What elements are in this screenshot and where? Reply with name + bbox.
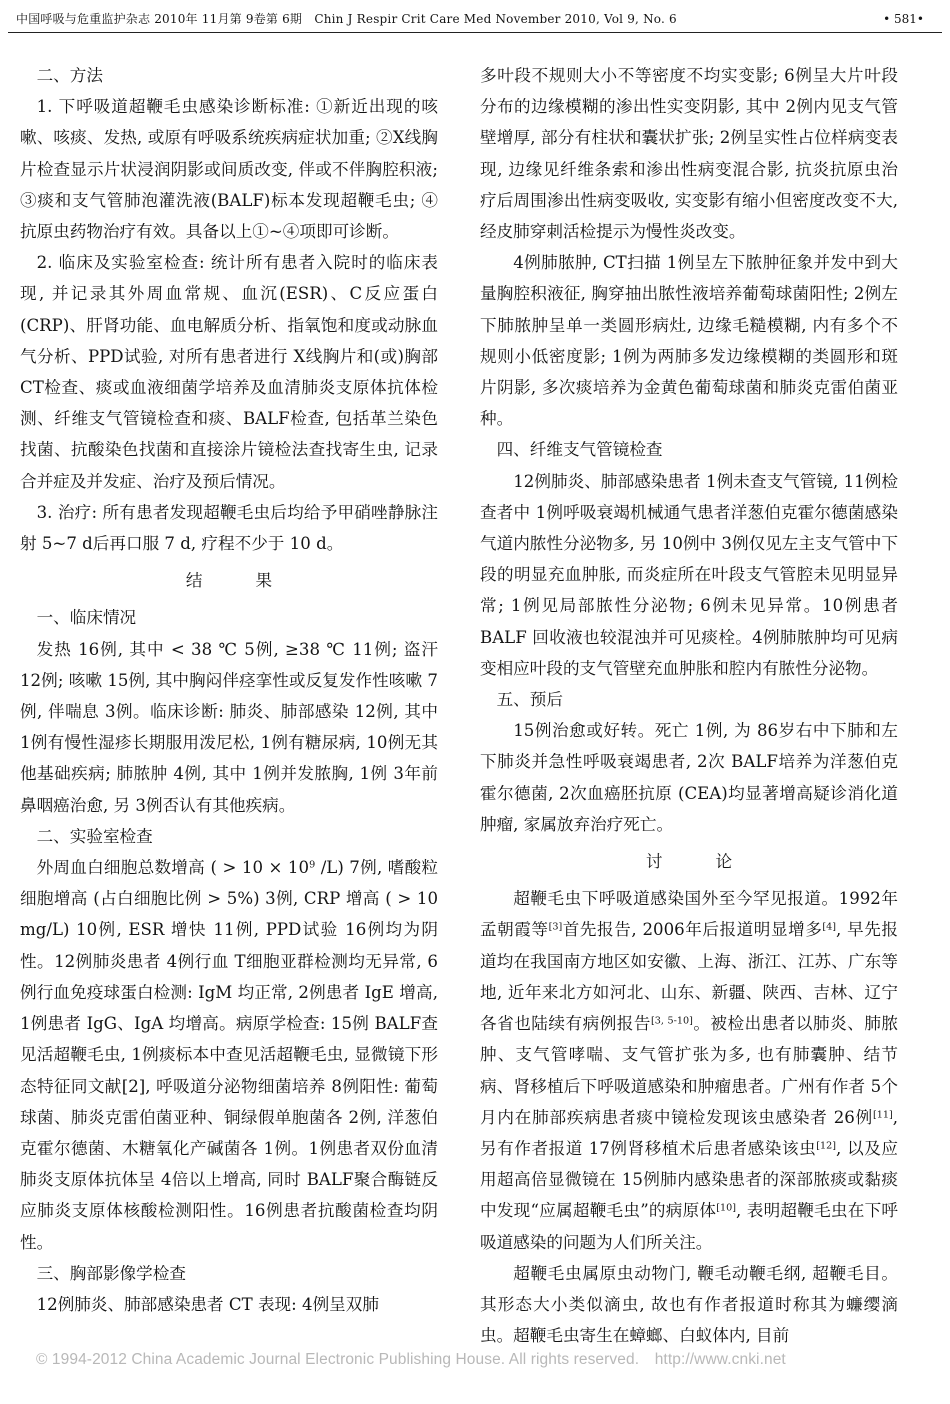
page-number: • 581• bbox=[883, 12, 924, 26]
citation: [11] bbox=[872, 1109, 893, 1121]
section-heading-imaging: 三、胸部影像学检查 bbox=[36, 1263, 186, 1283]
paragraph-bronchoscopy: 12例肺炎、肺部感染患者 1例未查支气管镜, 11例检查者中 1例呼吸衰竭机械通气患者洋葱伯克霍尔德菌感染气道内脓性分泌物多, 另 10例中 3例仅见左主支气管中下段的明显充血肿胀, 而炎症所在叶段支气管腔未见明显异常; 1例见局部脓性分泌物; 6例未见异常。10例患者 BALF 回收液也较混浊并可见痰栓。4例肺脓肿均可见病变相应叶段的支气管壁充血肿胀和腔内有脓性分泌物。 bbox=[480, 471, 898, 678]
paragraph-imaging: 12例肺炎、肺部感染患者 CT 表现: 4例呈双肺 bbox=[36, 1294, 379, 1314]
paragraph-discussion-1: 超鞭毛虫下呼吸道感染国外至今罕见报道。1992年孟朝霞等[3]首先报告, 2006年后报道明显增多[4], 早先报道均在我国南方地区如安徽、上海、浙江、江苏、广东等地, 近年来北方如河北、山东、新疆、陕西、吉林、辽宁各省也陆续有病例报告[3, 5-10]。被检出患者以肺炎、肺脓肿、支气管哮喘、支气管扩张为多, 也有肺囊肿、结节病、肾移植后下呼吸道感染和肿瘤患者。广州有作者 5个月内在肺部疾病患者痰中镜检发现该虫感染者 26例[11], 另有作者报道 17例肾移植术后患者感染该虫[12], 以及应用超高倍显微镜在 15例肺内感染患者的深部脓痰或黏痰中发现“应属超鞭毛虫”的病原体[10], 表明超鞭毛虫在下呼吸道感染的问题为人们所关注。 bbox=[480, 889, 899, 1252]
paragraph-diagnosis-criteria: 1. 下呼吸道超鞭毛虫感染诊断标准: ①新近出现的咳嗽、咳痰、发热, 或原有呼吸系统疾病症状加重; ②X线胸片检查显示片状浸润阴影或间质改变, 伴或不伴胸腔积液; ③痰和支气管肺泡灌洗液(BALF)标本发现超鞭毛虫; ④抗原虫药物治疗有效。具备以上①~④项即可诊断。 bbox=[20, 97, 438, 242]
section-heading-clinical: 一、临床情况 bbox=[36, 608, 137, 628]
paragraph-treatment: 3. 治疗: 所有患者发现超鞭毛虫后均给予甲硝唑静脉注射 5~7 d后再口服 7 d, 疗程不少于 10 d。 bbox=[20, 502, 438, 554]
copyright-footer: © 1994-2012 China Academic Journal Electronic Publishing House. All rights reserved. http://www.cnki.net bbox=[36, 1351, 786, 1368]
superscript: 9 bbox=[309, 859, 316, 871]
citation: [4] bbox=[822, 922, 837, 934]
paragraph-imaging-cont: 多叶段不规则大小不等密度不均实变影; 6例呈大片叶段分布的边缘模糊的渗出性实变阴影, 其中 2例内见支气管壁增厚, 部分有柱状和囊状扩张; 2例呈实性占位样病变表现, 边缘见纤维条索和渗出性病变混合影, 抗炎抗原虫治疗后周围渗出性病变吸收, 实变影有缩小但密度改变不大, 经皮肺穿刺活检提示为慢性炎改变。 bbox=[480, 66, 898, 242]
section-heading-lab: 二、实验室检查 bbox=[36, 826, 153, 846]
results-title: 结果 bbox=[185, 571, 326, 591]
paragraph-clinical-lab: 2. 临床及实验室检查: 统计所有患者入院时的临床表现, 并记录其外周血常规、血沉(ESR)、C反应蛋白(CRP)、肝肾功能、血电解质分析、指氧饱和度或动脉血气分析、PPD试验, 对所有患者进行 X线胸片和(或)胸部 CT检查、痰或血液细菌学培养及血清肺炎支原体抗体检测、纤维支气管镜检查和痰、BALF检查, 包括革兰染色找菌、抗酸染色找菌和直接涂片镜检法查找寄生虫, 记录合并症及并发症、治疗及预后情况。 bbox=[20, 253, 438, 491]
section-heading-prognosis: 五、预后 bbox=[496, 690, 563, 710]
paragraph-prognosis: 15例治愈或好转。死亡 1例, 为 86岁右中下肺和左下肺炎并急性呼吸衰竭患者, 2次 BALF培养为洋葱伯克霍尔德菌, 2次血癌胚抗原 (CEA)均显著增高疑诊消化道肿瘤, 家属放弃治疗死亡。 bbox=[480, 721, 898, 834]
citation: [3] bbox=[548, 922, 563, 934]
journal-info: 中国呼吸与危重监护杂志 2010年 11月第 9卷第 6期 Chin J Respir Crit Care Med November 2010, Vol 9, No. 6 bbox=[16, 12, 677, 26]
right-column bbox=[480, 60, 898, 1351]
paragraph-lab: 外周血白细胞总数增高 ( > $10 \times 10^9$ /L) 7例, 嗜酸粒细胞增高 (占白细胞比例 > 5%) 3例, CRP 增高 ( > 10 mg/L) 10例, ESR 增快 11例, PPD试验 16例均为阴性。12例肺炎患者 4例行血 T细胞亚群检测均无异常, 6例行血免疫球蛋白检测: IgM 均正常, 2例患者 IgE 增高, 1例患者 IgG、IgA 均增高。病原学检查: 15例 BALF查见活超鞭毛虫, 1例痰标本中查见活超鞭毛虫, 显微镜下形态特征同文献[2], 呼吸道分泌物细菌培养 8例阳性: 葡萄球菌、肺炎克雷伯菌亚种、铜绿假单胞菌各 2例, 洋葱伯克霍尔德菌、木糖氧化产碱菌各 1例。1例患者双份血清肺炎支原体抗体呈 4倍以上增高, 同时 BALF聚合酶链反应肺炎支原体核酸检测阳性。16例患者抗酸菌检查均阴性。 bbox=[20, 858, 438, 1252]
discussion-title: 讨论 bbox=[645, 852, 786, 872]
running-header bbox=[8, 6, 942, 33]
paragraph-discussion-2: 超鞭毛虫属原虫动物门, 鞭毛动鞭毛纲, 超鞭毛目。其形态大小类似滴虫, 故也有作者报道时称其为蠊缨滴虫。超鞭毛虫寄生在蟑螂、白蚁体内, 目前 bbox=[480, 1263, 898, 1346]
citation: [3, 5-10] bbox=[651, 1015, 693, 1027]
paragraph-abscess: 4例肺脓肿, CT扫描 1例呈左下脓肿征象并发中到大量胸腔积液征, 胸穿抽出脓性液培养葡萄球菌阳性; 2例左下肺脓肿呈单一类圆形病灶, 边缘毛糙模糊, 内有多个不规则小低密度影; 1例为两肺多发边缘模糊的类圆形和斑片阴影, 多次痰培养为金黄色葡萄球菌和肺炎克雷伯菌亚种。 bbox=[480, 253, 898, 429]
citation: [12] bbox=[816, 1140, 836, 1152]
section-heading-methods: 二、方法 bbox=[36, 66, 103, 85]
section-heading-bronchoscopy: 四、纤维支气管镜检查 bbox=[496, 440, 663, 460]
citation: [10] bbox=[716, 1203, 736, 1215]
paragraph-clinical: 发热 16例, 其中 < 38 ℃ 5例, ≥38 ℃ 11例; 盗汗 12例; 咳嗽 15例, 其中胸闷伴痉挛性或反复发作性咳嗽 7例, 伴喘息 3例。临床诊断: 肺炎、肺部感染 12例, 其中 1例有慢性湿疹长期服用泼尼松, 1例有糖尿病, 10例无其他基础疾病; 肺脓肿 4例, 其中 1例并发脓胸, 1例 3年前鼻咽癌治愈, 另 3例否认有其他疾病。 bbox=[20, 639, 438, 815]
left-column bbox=[20, 60, 438, 1320]
